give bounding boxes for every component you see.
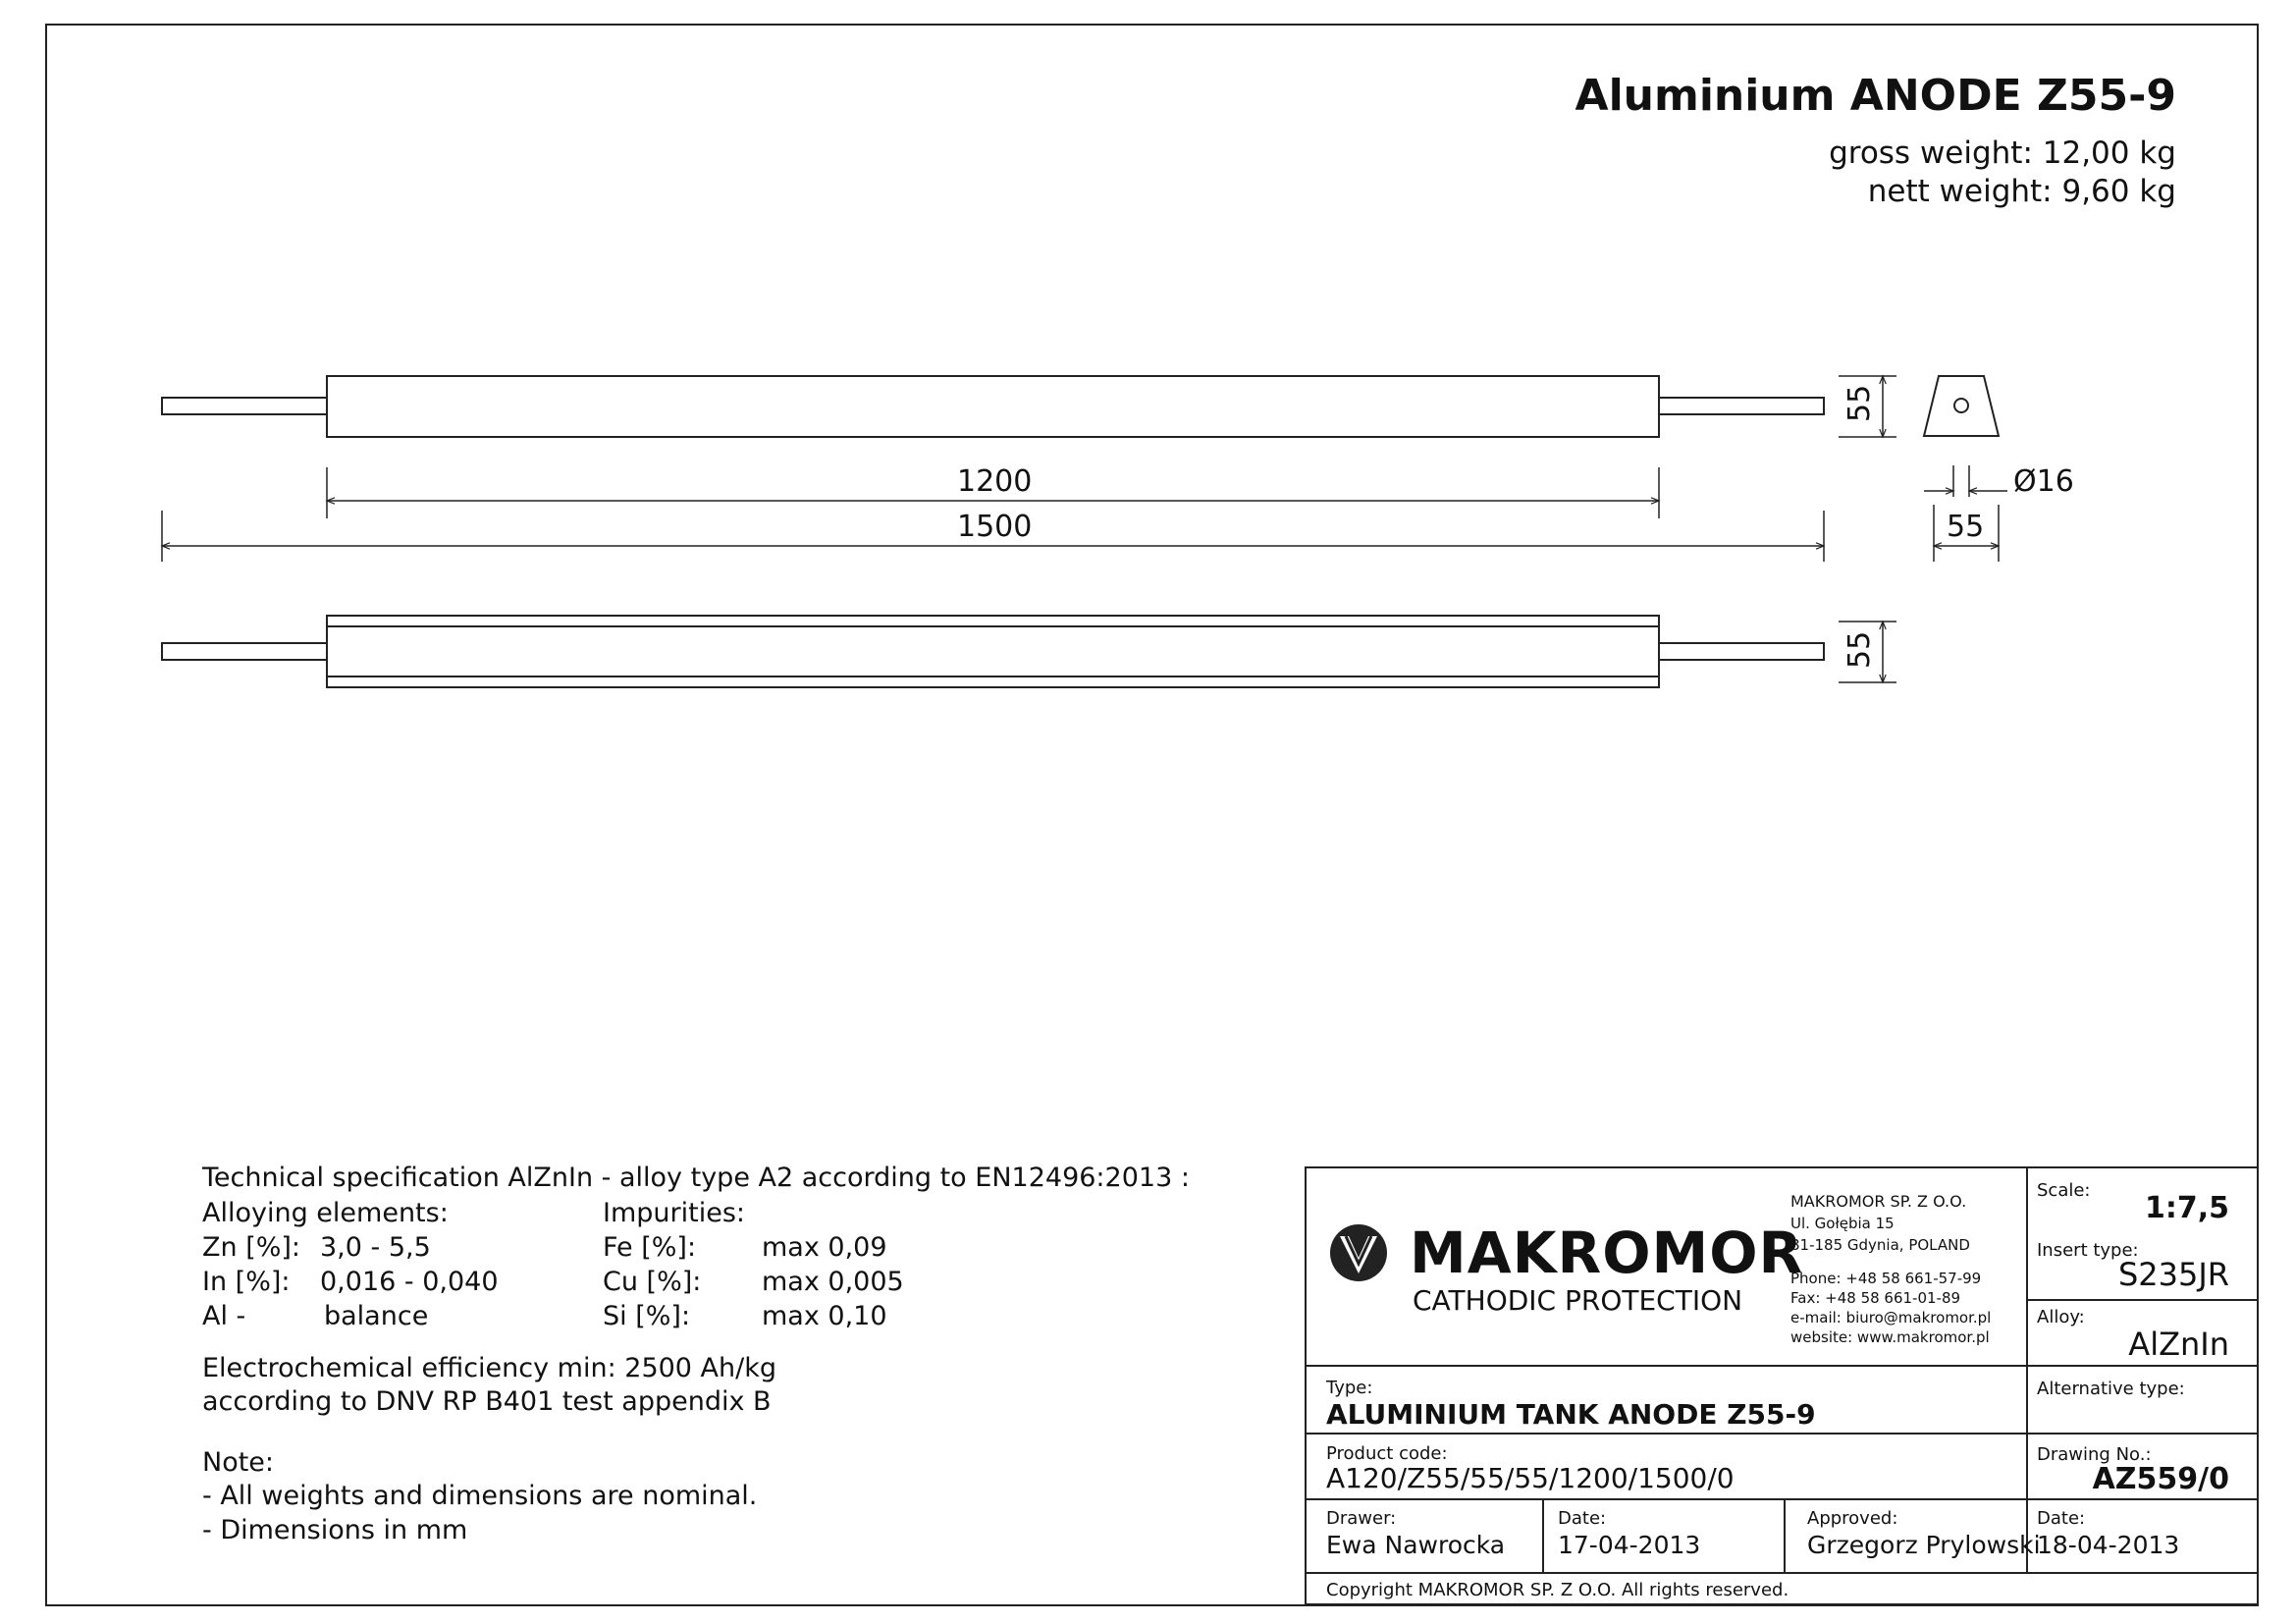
company-phone: Phone: +48 58 661-57-99 [1790, 1270, 1982, 1287]
nett-weight: nett weight: 9,60 kg [1867, 174, 2176, 209]
insert-type-value: S235JR [2117, 1256, 2229, 1293]
title-block [1305, 1166, 2259, 1605]
efficiency-line-1: Electrochemical efficiency min: 2500 Ah/kg [202, 1353, 777, 1383]
company-email: e-mail: biuro@makromor.pl [1790, 1309, 1992, 1326]
impurity-val-si: max 0,10 [762, 1301, 887, 1331]
cross-section [1924, 376, 1999, 436]
note-2: - Dimensions in mm [202, 1515, 468, 1545]
alloy-label: Alloy: [2037, 1307, 2085, 1327]
right-insert-side [1659, 643, 1824, 660]
dim-label-section-width: 55 [1947, 510, 1985, 544]
anode-top-view [162, 376, 1824, 437]
drawer-value: Ewa Nawrocka [1326, 1531, 1506, 1559]
drawing-number-value: AZ559/0 [2092, 1462, 2229, 1496]
alloy-el-al: Al - [202, 1301, 246, 1331]
approved-value: Grzegorz Prylowski [1807, 1531, 2041, 1559]
copyright: Copyright MAKROMOR SP. Z O.O. All rights reserved. [1326, 1580, 1789, 1600]
approved-label: Approved: [1807, 1508, 1898, 1529]
left-insert-top [162, 398, 327, 414]
company-name: MAKROMOR SP. Z O.O. [1790, 1192, 1967, 1211]
left-insert-side [162, 643, 327, 660]
alloy-val-in: 0,016 - 0,040 [320, 1267, 499, 1297]
alloy-val-zn: 3,0 - 5,5 [320, 1232, 431, 1263]
gross-weight: gross weight: 12,00 kg [1829, 135, 2176, 171]
dim-label-1500: 1500 [957, 510, 1033, 544]
impurity-el-fe: Fe [%]: [603, 1232, 697, 1263]
makromor-logo-icon [1328, 1222, 1389, 1283]
alloy-value: AlZnIn [2128, 1326, 2229, 1363]
brand-name: MAKROMOR [1410, 1219, 1804, 1286]
dim-label-1200: 1200 [957, 464, 1033, 499]
note-label: Note: [202, 1447, 275, 1478]
drawing-title: Aluminium ANODE Z55-9 [1575, 71, 2176, 121]
type-label: Type: [1326, 1378, 1373, 1398]
insert-type-label: Insert type: [2037, 1240, 2139, 1261]
alloy-el-in: In [%]: [202, 1267, 291, 1297]
company-city: 81-185 Gdynia, POLAND [1790, 1236, 1970, 1254]
dim-label-height-bottom: 55 [1842, 630, 1877, 669]
product-code-label: Product code: [1326, 1443, 1448, 1464]
approval-date-value: 18-04-2013 [2037, 1531, 2180, 1559]
scale-value: 1:7,5 [2144, 1191, 2229, 1225]
alloying-label: Alloying elements: [202, 1198, 449, 1228]
approval-date-label: Date: [2037, 1508, 2086, 1529]
impurity-el-si: Si [%]: [603, 1301, 691, 1331]
type-value: ALUMINIUM TANK ANODE Z55-9 [1326, 1398, 1816, 1431]
anode-side-view [162, 616, 1824, 687]
dim-label-height-top: 55 [1842, 384, 1877, 422]
product-code-value: A120/Z55/55/55/1200/1500/0 [1326, 1462, 1735, 1494]
brand-subtitle: CATHODIC PROTECTION [1413, 1284, 1743, 1317]
anode-body-top [327, 376, 1659, 437]
dim-label-diameter: Ø16 [2013, 464, 2074, 499]
drawer-label: Drawer: [1326, 1508, 1397, 1529]
date-value: 17-04-2013 [1558, 1531, 1701, 1559]
drawing-number-label: Drawing No.: [2037, 1444, 2152, 1465]
impurity-val-fe: max 0,09 [762, 1232, 887, 1263]
company-fax: Fax: +48 58 661-01-89 [1790, 1289, 1961, 1307]
company-street: Ul. Gołębia 15 [1790, 1215, 1895, 1232]
impurity-val-cu: max 0,005 [762, 1267, 904, 1297]
impurities-label: Impurities: [603, 1198, 745, 1228]
spec-heading: Technical specification AlZnIn - alloy type A2 according to EN12496:2013 : [202, 1163, 1190, 1193]
scale-label: Scale: [2037, 1180, 2091, 1201]
impurity-el-cu: Cu [%]: [603, 1267, 702, 1297]
date-label: Date: [1558, 1508, 1607, 1529]
note-1: - All weights and dimensions are nominal. [202, 1481, 758, 1511]
alloy-val-al: balance [324, 1301, 429, 1331]
right-insert-top [1659, 398, 1824, 414]
alloy-el-zn: Zn [%]: [202, 1232, 301, 1263]
alternative-type-label: Alternative type: [2037, 1379, 2185, 1399]
efficiency-line-2: according to DNV RP B401 test appendix B [202, 1386, 772, 1417]
company-website: website: www.makromor.pl [1790, 1328, 1990, 1346]
